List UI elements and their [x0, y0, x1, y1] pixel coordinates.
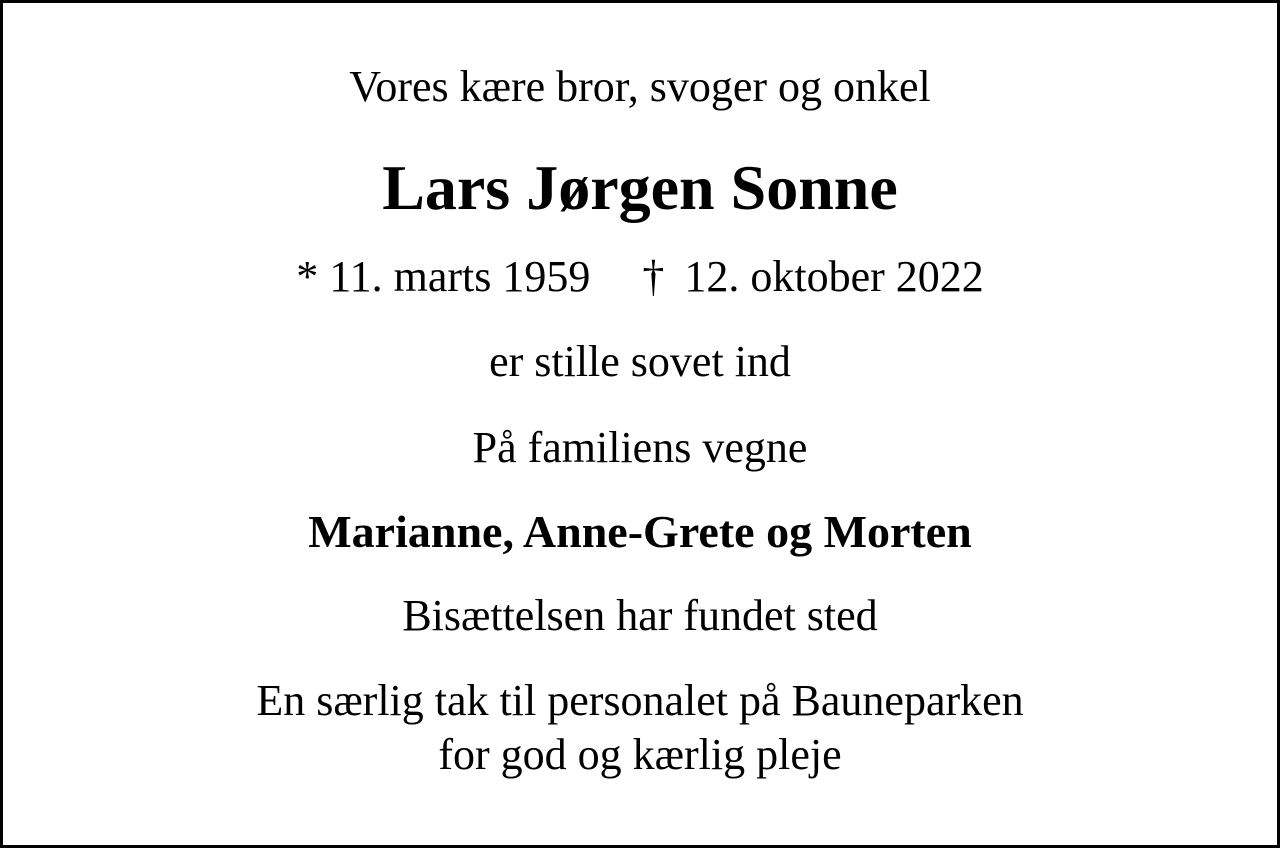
birth-symbol: * [296, 252, 319, 301]
on-behalf-text: På familiens vegne [472, 423, 808, 472]
life-dates [3, 252, 1277, 301]
deceased-name: Lars Jørgen Sonne [382, 152, 898, 223]
death-date: 12. oktober 2022 [684, 252, 984, 301]
funeral-text: Bisættelsen har fundet sted [402, 591, 878, 640]
intro-text: Vores kære bror, svoger og onkel [349, 62, 931, 111]
passed-away-text: er stille sovet ind [489, 337, 791, 386]
cross-icon: † [642, 252, 665, 301]
signers-names: Marianne, Anne-Grete og Morten [308, 506, 972, 557]
birth-date: 11. marts 1959 [329, 252, 591, 301]
thanks-line-1: En særlig tak til personalet på Bauneparken [256, 676, 1024, 725]
thanks-line-2: for god og kærlig pleje [438, 730, 842, 779]
